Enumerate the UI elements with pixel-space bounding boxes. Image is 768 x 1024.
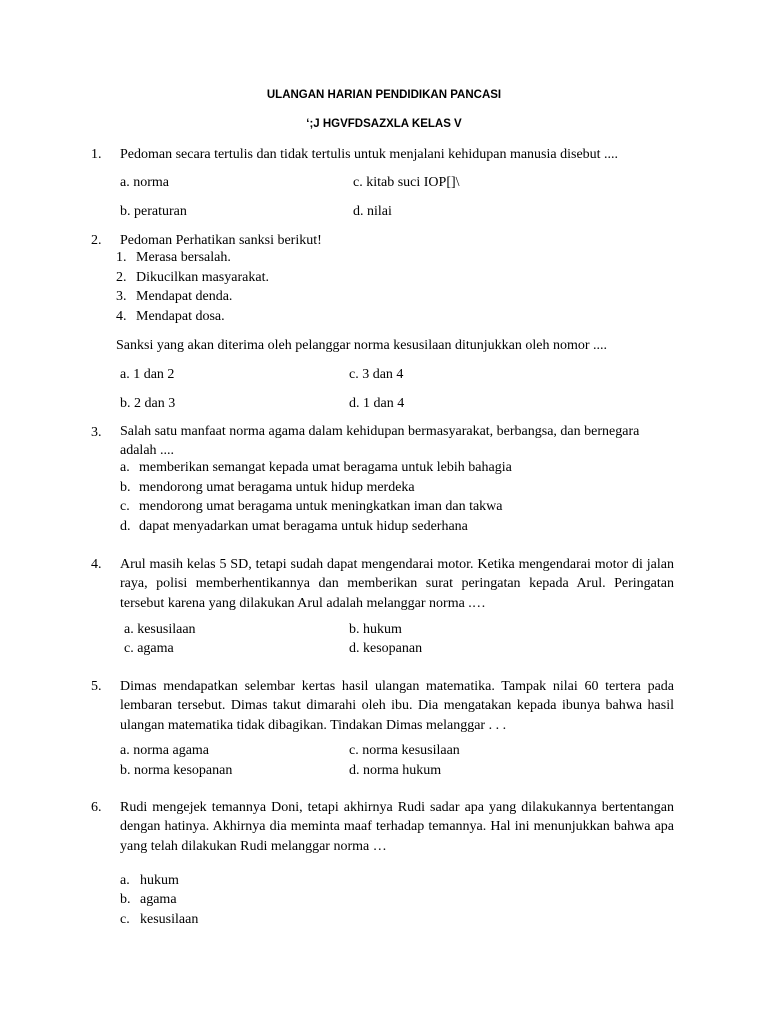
question-number: 3.	[91, 425, 102, 440]
option-c: c. kitab suci IOP[]\	[353, 175, 460, 190]
question-number: 6.	[91, 800, 102, 815]
question-number: 4.	[91, 557, 102, 572]
option-d: d. kesopanan	[349, 641, 423, 656]
question-text: Arul masih kelas 5 SD, tetapi sudah dapat mengendarai motor. Ketika mengendarai motor di jalan raya, polisi memberhentikannya dan memberikan surat peringatan kepada Arul. Peringatan tersebut karena yang dilakukan Arul adalah melanggar norma .…	[120, 557, 674, 611]
page-title: ULANGAN HARIAN PENDIDIKAN PANCASI	[266, 89, 502, 101]
question-text: Pedoman Perhatikan sanksi berikut!	[120, 233, 322, 248]
option-d: d. dapat menyadarkan umat beragama untuk hidup sederhana	[120, 519, 468, 534]
option-a: a. hukum	[120, 873, 179, 888]
option-b: b. mendorong umat beragama untuk hidup merdeka	[120, 480, 415, 495]
option-b: b. peraturan	[120, 204, 187, 219]
question-text: Pedoman secara tertulis dan tidak tertulis untuk menjalani kehidupan manusia disebut ....	[120, 147, 619, 162]
option-a: a. norma	[120, 175, 169, 190]
option-a: a. memberikan semangat kepada umat beragama untuk lebih bahagia	[120, 460, 512, 475]
option-d: d. norma hukum	[349, 763, 442, 778]
list-item: 1. Merasa bersalah.	[116, 250, 231, 265]
list-item: 3. Mendapat denda.	[116, 289, 233, 304]
list-item: 2. Dikucilkan masyarakat.	[116, 270, 269, 285]
option-d: d. nilai	[353, 204, 392, 219]
question-text: Rudi mengejek temannya Doni, tetapi akhirnya Rudi sadar apa yang dilakukannya bertentangan dengan hatinya. Akhirnya dia meminta maaf terhadap temannya. Hal ini menunjukkan bahwa apa yang telah dilakukan Rudi melanggar norma …	[120, 800, 674, 854]
option-c: c. agama	[124, 641, 174, 656]
option-d: d. 1 dan 4	[349, 396, 405, 411]
option-a: a. norma agama	[120, 743, 210, 758]
question-number: 1.	[91, 147, 102, 162]
option-a: a. 1 dan 2	[120, 367, 175, 382]
option-c: c. norma kesusilaan	[349, 743, 460, 758]
question-number: 2.	[91, 233, 102, 248]
option-b: b. norma kesopanan	[120, 763, 233, 778]
option-c: c. mendorong umat beragama untuk meningkatkan iman dan takwa	[120, 499, 503, 514]
page-subtitle: ‘;J HGVFDSAZXLA KELAS V	[306, 118, 462, 130]
option-b: b. 2 dan 3	[120, 396, 176, 411]
question-prompt: Sanksi yang akan diterima oleh pelanggar norma kesusilaan ditunjukkan oleh nomor ....	[116, 338, 608, 353]
option-a: a. kesusilaan	[124, 622, 196, 637]
question-number: 5.	[91, 679, 102, 694]
option-c: c. kesusilaan	[120, 912, 199, 927]
list-item: 4. Mendapat dosa.	[116, 309, 225, 324]
question-text: Dimas mendapatkan selembar kertas hasil ulangan matematika. Tampak nilai 60 tertera pada lembaran tersebut. Dimas takut dimarahi oleh ibu. Dia mengatakan kepada ibunya bahwa hasil ulangan matematika tidak dibagikan. Tindakan Dimas melanggar . . .	[120, 679, 674, 733]
question-text: Salah satu manfaat norma agama dalam kehidupan bermasyarakat, berbangsa, dan bernegara adalah ....	[120, 424, 640, 458]
option-b: b. agama	[120, 892, 177, 907]
option-b: b. hukum	[349, 622, 402, 637]
option-c: c. 3 dan 4	[349, 367, 404, 382]
